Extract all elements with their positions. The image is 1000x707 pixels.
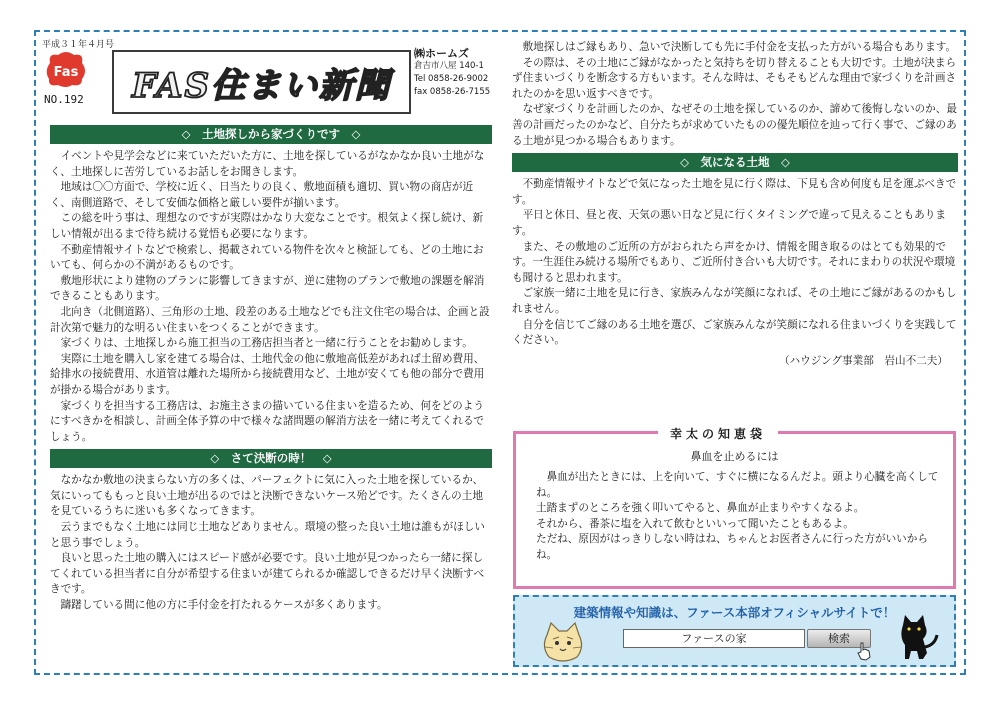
paragraph: 敷地探しはご縁もあり、急いで決断しても先に手付金を支払った方がいる場合もあります。 bbox=[522, 41, 957, 53]
left-column bbox=[50, 125, 492, 614]
paragraph: また、その敷地のご近所の方がおられたら声をかけ、情報を聞き取るのはとても効果的です。一生涯住み続ける場所でもあり、ご近所付き合いも大切です。それにまわりの状況や環境も聞けると思われます。 bbox=[512, 240, 956, 284]
paragraph: その際は、その土地にご縁がなかったと気持ちを切り替えることも大切です。土地が決まらず住まいづくりを断念する方もいます。そんな時は、そもそもどんな理由で家づくりを計画されたのかを思い返すべきです。 bbox=[512, 56, 957, 100]
paragraph: なぜ家づくりを計画したのか、なぜその土地を探しているのか、諦めて後悔しないのか、最善の計画だったのかなど、自分たちが求めていたものの優先順位を辿って行く事で、ご縁のある土地が見つかる場合もあります。 bbox=[512, 103, 957, 147]
tips-box bbox=[513, 427, 956, 589]
company-address: 倉吉市八屋 140-1 bbox=[414, 61, 484, 71]
issue-number: NO.192 bbox=[44, 93, 84, 106]
banner-text: 建築情報や知識は、ファース本部オフィシャルサイトで！ bbox=[573, 605, 896, 620]
section-body-land-search bbox=[50, 149, 492, 445]
newspaper-title-text: FAS住まい新聞 bbox=[131, 65, 392, 106]
newspaper-title bbox=[112, 50, 411, 114]
right-column bbox=[512, 40, 958, 369]
section-heading-land-search: ◇ 土地探しから家づくりです ◇ bbox=[50, 125, 492, 144]
tips-title: 幸太の知恵袋 bbox=[658, 425, 778, 442]
paragraph: 不動産情報サイトなどで気になった土地を見に行く際は、下見も含め何度も足を運ぶべきです。 bbox=[512, 178, 957, 206]
company-fax: fax 0858-26-7155 bbox=[414, 87, 491, 97]
paragraph: 云うまでもなく土地には同じ土地などありません。環境の整った良い土地は誰もがほしいと思う事でしょう。 bbox=[50, 521, 485, 549]
section-heading-decision: ◇ さて決断の時！ ◇ bbox=[50, 449, 492, 468]
company-tel: Tel 0858-26-9002 bbox=[414, 74, 489, 84]
paragraph: 躊躇している間に他の方に手付金を打たれるケースが多くあります。 bbox=[60, 599, 388, 612]
paragraph: ご家族一緒に土地を見に行き、家族みんなが笑顔になれば、その土地にご縁があるのかもしれません。 bbox=[512, 287, 957, 315]
paragraph: 平日と休日、昼と夜、天気の悪い日など見に行くタイミングで違って見えることもあります。 bbox=[512, 209, 946, 237]
section-heading-land-of-interest: ◇ 気になる土地 ◇ bbox=[512, 153, 958, 172]
tips-line: ただね、原因がはっきりしない時はね、ちゃんとお医者さんに行った方がいいからね。 bbox=[536, 533, 928, 561]
author-credit: （ハウジング事業部 岩山不二夫） bbox=[778, 354, 948, 367]
section-body-land-of-interest bbox=[512, 177, 958, 349]
paragraph: 家づくりを担当する工務店は、お施主さまの描いている住まいを造るため、何をどのようにすべきかを相談し、計画全体予算の中で様々な諸問題の解消方法を一緒に考えてくれるでしょう。 bbox=[50, 399, 485, 443]
section-body-continued bbox=[512, 40, 958, 149]
issue-date: 平成３１年４月号 bbox=[42, 40, 115, 50]
hand-cursor-icon bbox=[855, 641, 873, 661]
tips-body bbox=[528, 470, 941, 563]
paragraph: なかなか敷地の決まらない方の多くは、パーフェクトに気に入った土地を探しているか、気にいってももっと良い土地が出るのではと決断できないケース殆どです。たくさんの土地を見ているうちに迷いも多くなってきます。 bbox=[50, 474, 484, 518]
official-site-banner[interactable] bbox=[513, 595, 956, 667]
paragraph: 家づくりは、土地探しから施工担当の工務店担当者と一緒に行うことをお勧めします。 bbox=[60, 337, 473, 350]
tips-line: 鼻血が出たときには、上を向いて、すぐに横になるんだよ。頭より心臓を高くしてね。 bbox=[536, 471, 939, 499]
paragraph: 北向き（北側道路）、三角形の土地、段差のある土地などでも注文住宅の場合は、企画と設計次第で魅力的な明るい住まいをつくることができます。 bbox=[50, 305, 490, 334]
paragraph: この総を叶う事は、理想なのですが実際はかなり大変なことです。根気よく探し続け、新しい情報が出るまで待ち続ける覚悟も必要になります。 bbox=[50, 212, 484, 240]
search-input[interactable]: ファースの家 bbox=[623, 629, 805, 648]
paragraph: 不動産情報サイトなどで検索し、掲載されている物件を次々と検証しても、どの土地においても、何らかの不満があるものです。 bbox=[50, 243, 484, 272]
company-info bbox=[414, 47, 490, 99]
search-button[interactable]: 検索 bbox=[807, 629, 871, 648]
company-name: ㈱ホームズ bbox=[414, 47, 469, 60]
paragraph: イベントや見学会などに来ていただいた方に、土地を探しているがなかなか良い土地がなく、土地探しに苦労しているお話しをお聞きします。 bbox=[50, 150, 485, 178]
paragraph: 敷地形状により建物のプランに影響してきますが、逆に建物のプランで敷地の課題を解消できることもあります。 bbox=[50, 274, 485, 303]
logo-text: Fas bbox=[53, 65, 79, 80]
paragraph: 良いと思った土地の購入にはスピード感が必要です。良い土地が見つかったら一緒に探してくれている担当者に自分が希望する住まいが建てられるか確認しできるだけ早く決断すべきです。 bbox=[50, 552, 485, 596]
black-cat-icon bbox=[897, 615, 939, 661]
paragraph: 地域は〇〇方面で、学校に近く、日当たりの良く、敷地面積も適切、買い物の商店が近く、南側道路で、そして安価な価格と厳しい要件が揃います。 bbox=[50, 181, 474, 209]
tips-line: 土踏まずのところを強く叩いてやると、鼻血が止まりやすくなるよ。 bbox=[536, 502, 865, 514]
paragraph: 自分を信じてご縁のある土地を選び、ご家族みんなが笑顔になれる住まいづくりを実践してください。 bbox=[512, 318, 957, 347]
paragraph: 実際に土地を購入し家を建てる場合は、土地代金の他に敷地高低差があれば土留め費用、給排水の接続費用、水道管は離れた場所から接続費用など、土地が安くても他の部分で費用が掛かる場合があります。 bbox=[50, 352, 485, 396]
cat-mascot-icon bbox=[539, 621, 587, 665]
tips-subtitle: 鼻血を止めるには bbox=[690, 450, 779, 463]
section-body-decision bbox=[50, 473, 492, 613]
fas-logo-icon bbox=[44, 51, 88, 89]
tips-line: それから、番茶に塩を入れて飲むといいって聞いたこともあるよ。 bbox=[536, 517, 854, 530]
